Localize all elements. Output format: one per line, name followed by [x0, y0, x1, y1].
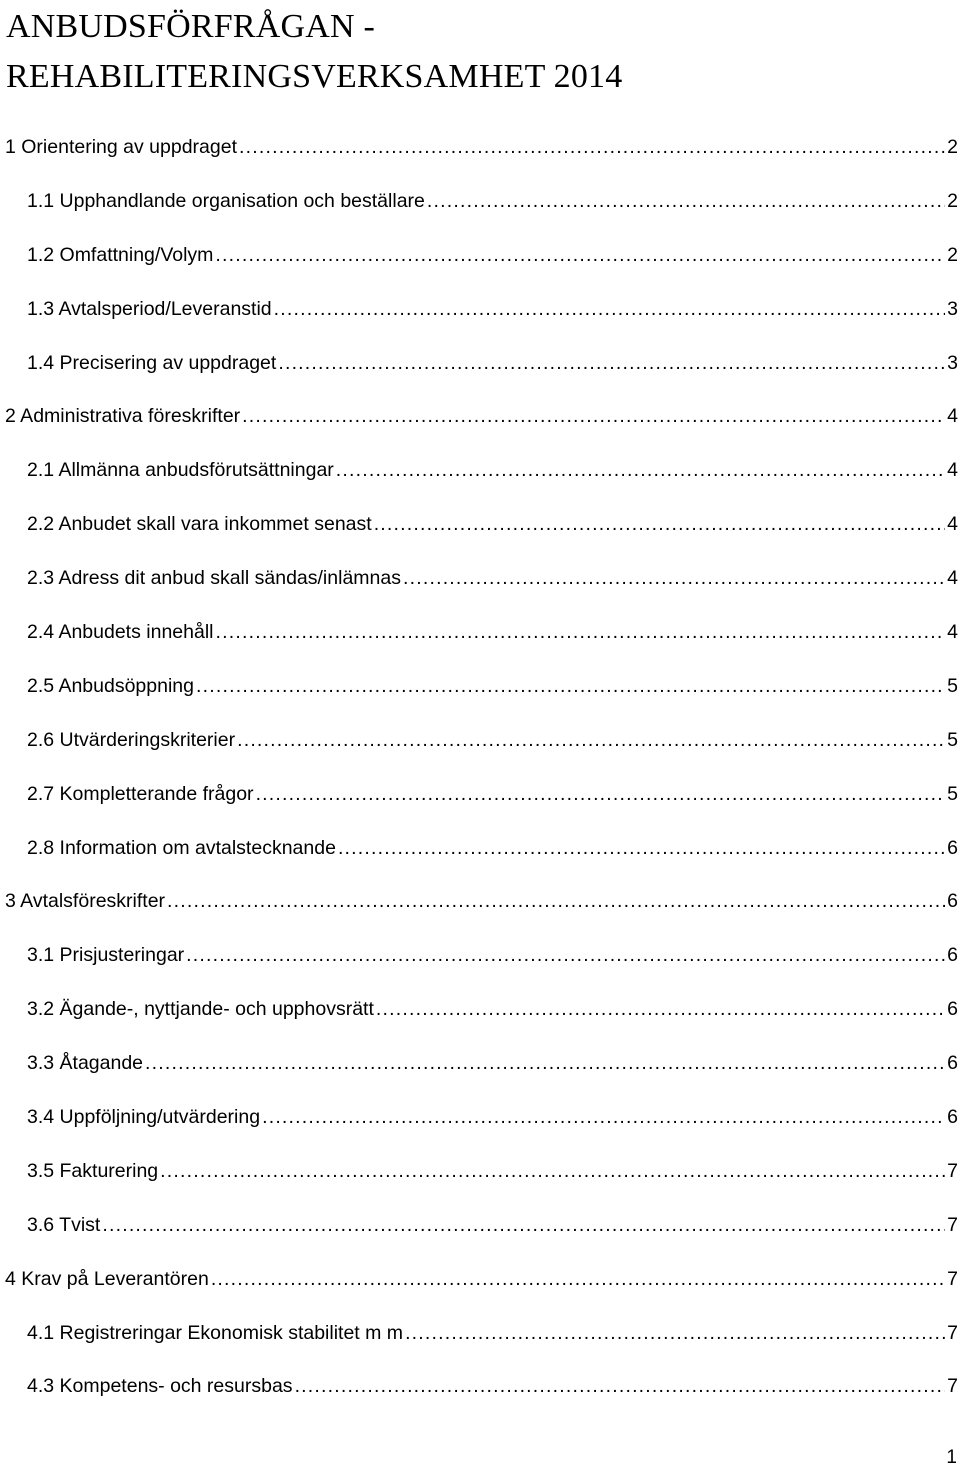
toc-entry-page: 6 — [947, 890, 958, 913]
toc-entry-page: 4 — [947, 459, 958, 482]
toc-entry[interactable] — [0, 621, 960, 675]
toc-entry[interactable] — [0, 244, 960, 298]
toc-entry-label: 1.3 Avtalsperiod/Leveranstid — [27, 297, 272, 320]
toc-entry-label: 2.2 Anbudet skall vara inkommet senast — [27, 513, 372, 536]
toc-entry-label: 3.1 Prisjusteringar — [27, 944, 185, 967]
toc-entry-label: 2.1 Allmänna anbudsförutsättningar — [27, 459, 334, 482]
toc-entry-label: 2.4 Anbudets innehåll — [27, 621, 214, 644]
toc-entry-label: 4.1 Registreringar Ekonomisk stabilitet m m — [27, 1321, 404, 1344]
toc-entry-page: 7 — [947, 1321, 958, 1344]
toc-entry-page: 7 — [947, 1213, 958, 1236]
toc-entry-label: 3.6 Tvist — [27, 1213, 101, 1236]
toc-entry[interactable] — [0, 567, 960, 621]
toc-entry[interactable] — [0, 1214, 960, 1268]
toc-entry[interactable] — [0, 1268, 960, 1322]
toc-entry[interactable] — [0, 190, 960, 244]
toc-entry-label: 1.4 Precisering av uppdraget — [27, 351, 277, 374]
toc-leader-dots — [374, 513, 945, 536]
toc-leader-dots — [274, 298, 946, 321]
toc-entry-label: 2 Administrativa föreskrifter — [5, 405, 241, 428]
toc-entry[interactable] — [0, 890, 960, 944]
toc-entry[interactable] — [0, 352, 960, 406]
toc-entry-label: 2.7 Kompletterande frågor — [27, 782, 254, 805]
toc-entry-page: 6 — [947, 944, 958, 967]
toc-leader-dots — [145, 1052, 945, 1075]
page-number: 1 — [946, 1447, 957, 1468]
toc-leader-dots — [216, 621, 946, 644]
toc-leader-dots — [427, 190, 945, 213]
toc-entry[interactable] — [0, 944, 960, 998]
toc-entry-label: 4 Krav på Leverantören — [5, 1267, 209, 1290]
toc-entry-page: 5 — [947, 782, 958, 805]
toc-entry[interactable] — [0, 1160, 960, 1214]
toc-entry[interactable] — [0, 729, 960, 783]
toc-entry[interactable] — [0, 675, 960, 729]
toc-entry[interactable] — [0, 998, 960, 1052]
toc-entry-page: 6 — [947, 1106, 958, 1129]
table-of-contents — [0, 136, 960, 1429]
toc-entry-label: 1 Orientering av uppdraget — [5, 136, 237, 158]
toc-entry[interactable] — [0, 298, 960, 352]
toc-entry[interactable] — [0, 405, 960, 459]
toc-leader-dots — [262, 1106, 945, 1129]
toc-entry-page: 2 — [947, 136, 958, 158]
toc-leader-dots — [160, 1160, 945, 1183]
toc-entry[interactable] — [0, 1322, 960, 1376]
toc-entry-page: 5 — [947, 674, 958, 697]
toc-leader-dots — [405, 1322, 945, 1345]
toc-entry[interactable] — [0, 1375, 960, 1429]
toc-leader-dots — [211, 1268, 945, 1291]
toc-entry[interactable] — [0, 1052, 960, 1106]
toc-entry-label: 2.5 Anbudsöppning — [27, 674, 194, 697]
toc-leader-dots — [167, 890, 945, 913]
toc-leader-dots — [186, 944, 945, 967]
toc-leader-dots — [256, 783, 946, 806]
toc-entry[interactable] — [0, 837, 960, 891]
toc-entry-label: 3 Avtalsföreskrifter — [5, 890, 166, 913]
toc-entry-label: 1.2 Omfattning/Volym — [27, 243, 214, 266]
toc-entry-label: 4.3 Kompetens- och resursbas — [27, 1375, 293, 1398]
toc-entry[interactable] — [0, 459, 960, 513]
toc-entry-page: 4 — [947, 621, 958, 644]
toc-entry-page: 2 — [947, 243, 958, 266]
toc-entry-page: 6 — [947, 1052, 958, 1075]
toc-entry-label: 3.2 Ägande-, nyttjande- och upphovsrätt — [27, 998, 374, 1021]
toc-leader-dots — [338, 837, 945, 860]
toc-entry-label: 2.6 Utvärderingskriterier — [27, 728, 236, 751]
toc-entry-label: 1.1 Upphandlande organisation och beställare — [27, 189, 425, 212]
toc-entry-page: 2 — [947, 189, 958, 212]
toc-entry-page: 4 — [947, 405, 958, 428]
toc-entry-page: 7 — [947, 1375, 958, 1398]
toc-entry-page: 7 — [947, 1267, 958, 1290]
toc-entry-page: 3 — [947, 297, 958, 320]
toc-entry[interactable] — [0, 136, 960, 190]
toc-entry-label: 3.3 Åtagande — [27, 1052, 144, 1075]
toc-leader-dots — [215, 244, 945, 267]
toc-entry[interactable] — [0, 513, 960, 567]
toc-entry-label: 3.5 Fakturering — [27, 1159, 159, 1182]
document-title — [6, 2, 622, 102]
toc-entry-label: 2.8 Information om avtalstecknande — [27, 836, 336, 859]
toc-entry-page: 3 — [947, 351, 958, 374]
toc-entry-page: 4 — [947, 513, 958, 536]
toc-leader-dots — [102, 1214, 945, 1237]
toc-entry[interactable] — [0, 1106, 960, 1160]
toc-entry-label: 3.4 Uppföljning/utvärdering — [27, 1106, 261, 1129]
toc-entry[interactable] — [0, 783, 960, 837]
toc-leader-dots — [239, 136, 945, 159]
toc-leader-dots — [295, 1375, 946, 1398]
toc-leader-dots — [237, 729, 945, 752]
document-title-line-2: REHABILITERINGSVERKSAMHET 2014 — [6, 58, 623, 95]
toc-leader-dots — [242, 405, 945, 428]
document-title-line-1: ANBUDSFÖRFRÅGAN - — [6, 8, 375, 45]
toc-leader-dots — [278, 352, 945, 375]
toc-leader-dots — [196, 675, 945, 698]
toc-entry-page: 6 — [947, 836, 958, 859]
toc-leader-dots — [336, 459, 945, 482]
toc-entry-page: 6 — [947, 998, 958, 1021]
toc-entry-page: 4 — [947, 567, 958, 590]
toc-entry-page: 5 — [947, 728, 958, 751]
toc-entry-page: 7 — [947, 1159, 958, 1182]
toc-entry-label: 2.3 Adress dit anbud skall sändas/inlämnas — [27, 567, 401, 590]
toc-leader-dots — [403, 567, 945, 590]
toc-leader-dots — [376, 998, 945, 1021]
